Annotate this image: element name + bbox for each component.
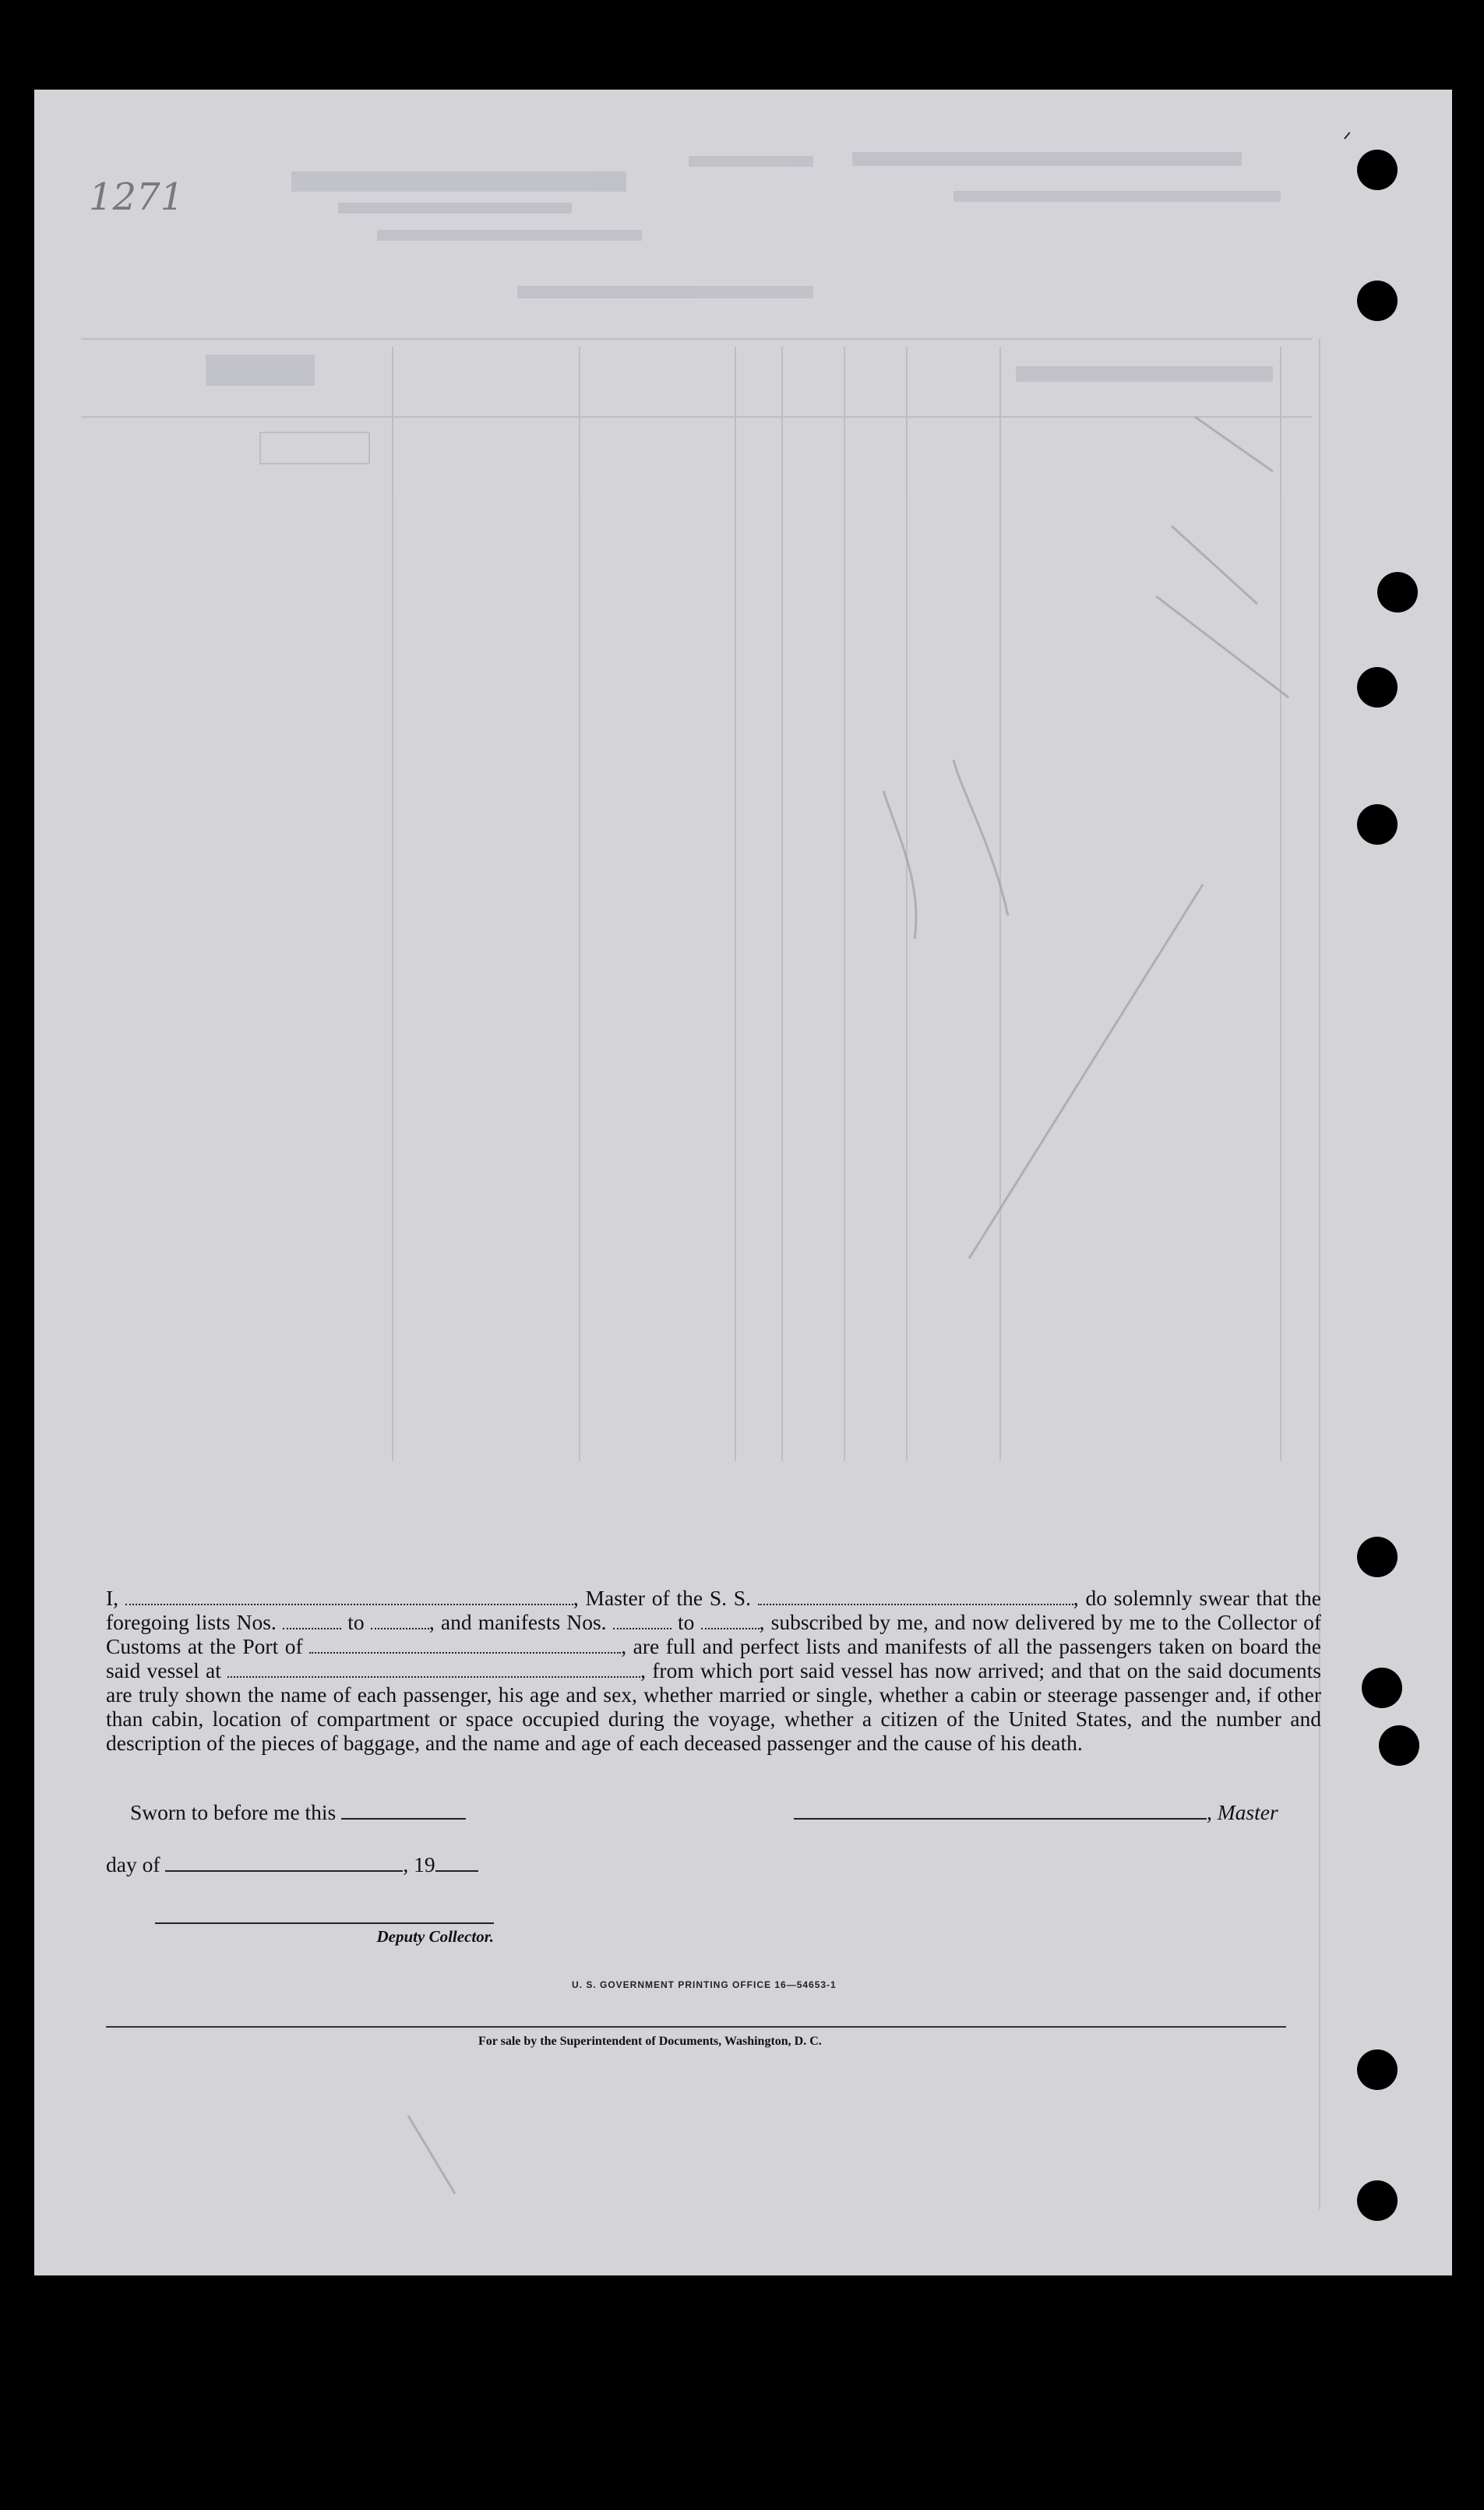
day-row (106, 1852, 478, 1877)
punch-hole (1379, 1725, 1419, 1766)
punch-hole (1357, 2049, 1398, 2090)
master-signature-line (794, 1802, 1207, 1820)
oath-text-4: to (347, 1610, 365, 1634)
manifest-to-field (701, 1612, 760, 1629)
sworn-label: Sworn to before me this (130, 1800, 337, 1824)
oath-paragraph (106, 1586, 1321, 1755)
list-from-field (283, 1612, 341, 1629)
bleed-through-form (34, 90, 1452, 2275)
master-label: , Master (1207, 1800, 1278, 1824)
master-name-field (125, 1588, 573, 1605)
oath-text-3: , do solemnly swear that the foregoing lists Nos. (106, 1586, 1322, 1634)
day-of-label: day of (106, 1852, 160, 1876)
handwritten-page-number: 1271 (89, 175, 185, 219)
punch-hole (1357, 2180, 1398, 2221)
year-line (435, 1855, 478, 1872)
oath-text-6: to (677, 1610, 695, 1634)
oath-text-8: , are full and perfect lists and manifests of all the passengers taken on board the said vessel at (106, 1634, 1321, 1682)
punch-hole (1362, 1668, 1402, 1708)
ship-name-field (758, 1588, 1073, 1605)
day-of-line (165, 1855, 403, 1872)
footer-rule (106, 2026, 1286, 2028)
punch-hole (1357, 667, 1398, 708)
oath-text-2: , Master of the S. S. (573, 1586, 751, 1610)
check-mark: ᐟ (1343, 129, 1352, 151)
oath-text-9: , from which port said vessel has now arrived; and that on the said documents are truly shown the name of each passenger, his age and sex, whether married or single, whether a cabin or steerage passenger and, if other than cabin, location of compartment or space occupied during the voyage, whether a citizen of the United States, and the number and description of the pieces of baggage, and the name and age of each deceased passenger and the cause of his death. (106, 1658, 1321, 1755)
sworn-date-line (341, 1802, 466, 1820)
punch-hole (1357, 1537, 1398, 1577)
list-to-field (371, 1612, 429, 1629)
deputy-collector-label: Deputy Collector. (376, 1927, 494, 1946)
year-label: , 19 (403, 1852, 435, 1876)
oath-text-1: I, (106, 1586, 119, 1610)
oath-text-5: , and manifests Nos. (428, 1610, 607, 1634)
oath-text-7: , subscribed by me, and now delivered by me to the Collector of Customs at the Port of (106, 1610, 1322, 1658)
sale-notice: For sale by the Superintendent of Documents, Washington, D. C. (478, 2035, 822, 2048)
punch-hole (1377, 572, 1418, 612)
deputy-signature-line (155, 1907, 494, 1924)
punch-hole (1357, 281, 1398, 321)
punch-hole (1357, 150, 1398, 190)
deputy-row (155, 1907, 494, 1947)
printer-imprint: U. S. GOVERNMENT PRINTING OFFICE 16—54653-1 (572, 1979, 837, 1990)
manifest-from-field (613, 1612, 672, 1629)
port-field (309, 1636, 621, 1654)
document-page (34, 90, 1452, 2275)
master-signature-row (794, 1800, 1278, 1825)
departure-port-field (227, 1661, 640, 1678)
sworn-row (130, 1800, 466, 1825)
punch-hole (1357, 804, 1398, 845)
